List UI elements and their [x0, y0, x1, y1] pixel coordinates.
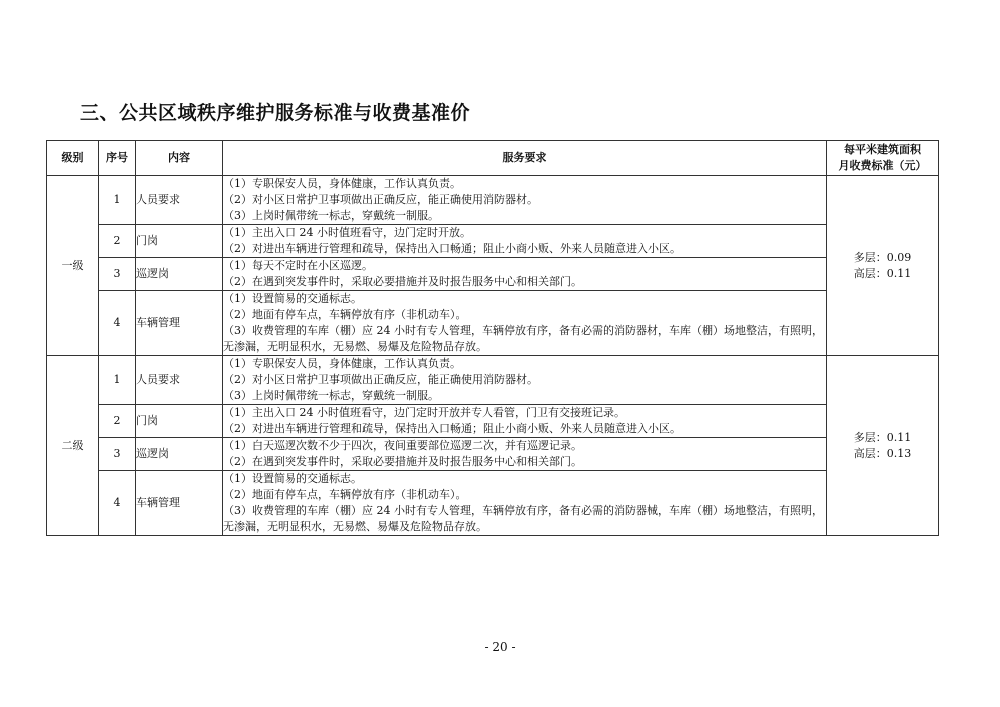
requirement-line: （1）专职保安人员，身体健康，工作认真负责。 [223, 177, 461, 190]
requirement-line: （1）白天巡逻次数不少于四次，夜间重要部位巡逻二次，并有巡逻记录。 [223, 439, 582, 452]
row-content: 人员要求 [136, 356, 223, 405]
row-requirements [223, 291, 827, 356]
service-standard-table [46, 140, 939, 536]
row-requirements [223, 225, 827, 258]
header-content: 内容 [136, 141, 223, 176]
fee-cell [827, 176, 939, 356]
header-fee [827, 141, 939, 176]
table-header-row [47, 141, 939, 176]
row-content: 门岗 [136, 405, 223, 438]
requirement-line: （3）上岗时佩带统一标志，穿戴统一制服。 [223, 389, 439, 402]
level-cell: 一级 [47, 176, 99, 356]
row-no: 2 [99, 225, 136, 258]
fee-multistorey: 多层：0.11 [853, 430, 912, 444]
header-requirements: 服务要求 [223, 141, 827, 176]
table-row [47, 405, 939, 438]
fee-highrise: 高层：0.13 [853, 446, 912, 460]
row-no: 2 [99, 405, 136, 438]
requirement-line: （2）地面有停车点，车辆停放有序（非机动车）。 [223, 488, 467, 501]
table-row [47, 258, 939, 291]
row-requirements [223, 405, 827, 438]
requirement-line: （3）收费管理的车库（棚）应 24 小时有专人管理，车辆停放有序，备有必需的消防器械，车库（棚）场地整洁，有照明，无渗漏，无明显积水，无易燃、易爆及危险物品存放。 [223, 504, 823, 533]
table-row [47, 356, 939, 405]
row-content: 巡逻岗 [136, 258, 223, 291]
row-requirements [223, 438, 827, 471]
row-content: 人员要求 [136, 176, 223, 225]
row-requirements [223, 356, 827, 405]
page-title: 三、公共区域秩序维护服务标准与收费基准价 [80, 102, 471, 124]
row-content: 门岗 [136, 225, 223, 258]
table-row [47, 225, 939, 258]
requirement-line: （2）对小区日常护卫事项做出正确反应，能正确使用消防器材。 [223, 193, 538, 206]
row-requirements [223, 258, 827, 291]
requirement-line: （2）在遇到突发事件时，采取必要措施并及时报告服务中心和相关部门。 [223, 275, 582, 288]
table-row [47, 176, 939, 225]
fee-multistorey: 多层：0.09 [853, 250, 912, 264]
requirement-line: （2）地面有停车点，车辆停放有序（非机动车）。 [223, 308, 467, 321]
requirement-line: （1）每天不定时在小区巡逻。 [223, 259, 373, 272]
row-no: 4 [99, 471, 136, 536]
requirement-line: （1）设置简易的交通标志。 [223, 292, 362, 305]
requirement-line: （2）在遇到突发事件时，采取必要措施并及时报告服务中心和相关部门。 [223, 455, 582, 468]
level-cell: 二级 [47, 356, 99, 536]
row-no: 1 [99, 176, 136, 225]
row-requirements [223, 471, 827, 536]
fee-highrise: 高层：0.11 [853, 266, 912, 280]
requirement-line: （1）专职保安人员，身体健康，工作认真负责。 [223, 357, 461, 370]
requirement-line: （3）收费管理的车库（棚）应 24 小时有专人管理，车辆停放有序，备有必需的消防器材，车库（棚）场地整洁，有照明，无渗漏，无明显积水，无易燃、易爆及危险物品存放。 [223, 324, 823, 353]
requirement-line: （1）主出入口 24 小时值班看守，边门定时开放。 [223, 226, 471, 239]
table-row [47, 471, 939, 536]
row-requirements [223, 176, 827, 225]
table-row [47, 438, 939, 471]
requirement-line: （3）上岗时佩带统一标志，穿戴统一制服。 [223, 209, 439, 222]
requirement-line: （2）对进出车辆进行管理和疏导，保持出入口畅通；阻止小商小贩、外来人员随意进入小区。 [223, 242, 681, 255]
header-fee-line1: 每平米建筑面积 [844, 143, 921, 156]
row-no: 3 [99, 258, 136, 291]
requirement-line: （1）设置简易的交通标志。 [223, 472, 362, 485]
header-fee-line2: 月收费标准（元） [838, 159, 927, 172]
fee-cell [827, 356, 939, 536]
page-number: - 20 - [484, 640, 516, 654]
requirement-line: （2）对进出车辆进行管理和疏导，保持出入口畅通；阻止小商小贩、外来人员随意进入小区。 [223, 422, 681, 435]
table-row [47, 291, 939, 356]
row-content: 车辆管理 [136, 291, 223, 356]
requirement-line: （1）主出入口 24 小时值班看守，边门定时开放并专人看管，门卫有交接班记录。 [223, 406, 625, 419]
header-no: 序号 [99, 141, 136, 176]
header-level: 级别 [47, 141, 99, 176]
row-content: 巡逻岗 [136, 438, 223, 471]
row-content: 车辆管理 [136, 471, 223, 536]
row-no: 1 [99, 356, 136, 405]
row-no: 3 [99, 438, 136, 471]
row-no: 4 [99, 291, 136, 356]
requirement-line: （2）对小区日常护卫事项做出正确反应，能正确使用消防器材。 [223, 373, 538, 386]
